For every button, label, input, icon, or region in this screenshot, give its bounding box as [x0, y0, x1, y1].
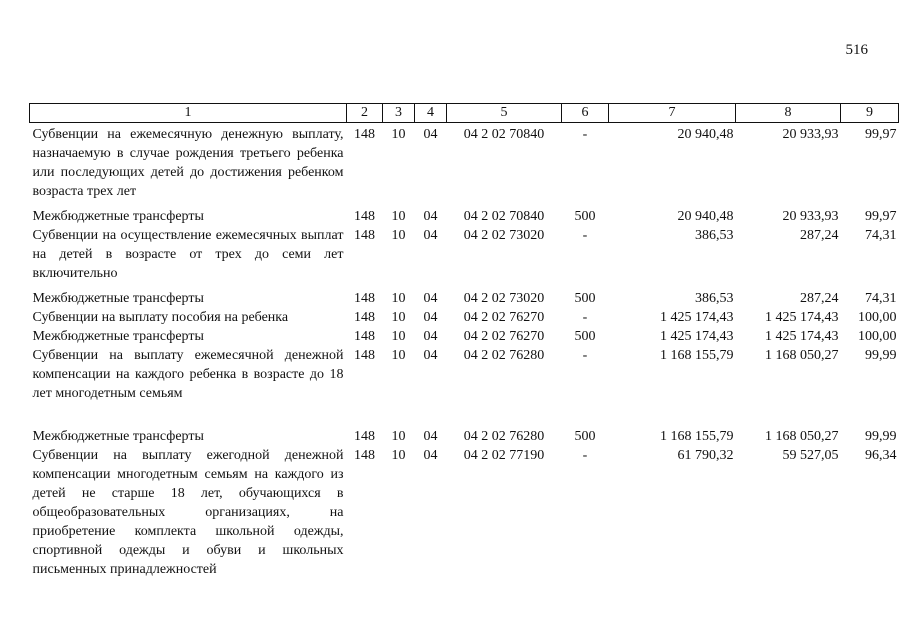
ministry-code: 148: [354, 209, 375, 224]
planned-amount: 20 940,48: [677, 209, 734, 224]
planned-amount: 1 168 155,79: [660, 348, 734, 363]
target-item-code: 04 2 02 73020: [463, 291, 545, 306]
subsection-code: 04: [423, 291, 438, 306]
target-item-code: 04 2 02 76270: [463, 329, 545, 344]
executed-amount: 20 933,93: [782, 127, 839, 142]
executed-amount: 287,24: [800, 291, 839, 306]
ministry-code: 148: [354, 291, 375, 306]
subsection-code: 04: [423, 228, 438, 243]
executed-amount: 1 425 174,43: [765, 329, 839, 344]
ministry-code: 148: [354, 429, 375, 444]
execution-percent: 74,31: [865, 291, 897, 306]
column-header-5: 5: [447, 104, 562, 123]
target-item-code: 04 2 02 70840: [463, 209, 545, 224]
row-name: Межбюджетные трансферты: [32, 329, 204, 344]
column-header-4: 4: [415, 104, 447, 123]
planned-amount: 1 425 174,43: [660, 329, 734, 344]
subsection-code: 04: [423, 310, 438, 325]
expense-type-code: 500: [574, 329, 596, 344]
ministry-code: 148: [354, 310, 375, 325]
column-header-8: 8: [736, 104, 841, 123]
execution-percent: 99,99: [865, 348, 897, 363]
target-item-code: 04 2 02 73020: [463, 228, 545, 243]
target-item-code: 04 2 02 70840: [463, 127, 545, 142]
ministry-code: 148: [354, 228, 375, 243]
execution-percent: 99,97: [865, 209, 897, 224]
row-name: Субвенции на выплату ежегодной денежной компенсации многодетным семьям на каждого из детей не старше 18 лет, обучающихся в общеобразовательных организациях, на приобретение комплекта школьной одежды, спортивной одежды и обуви и школьных письменных принадлежностей: [32, 448, 344, 577]
section-code: 10: [391, 127, 406, 142]
section-code: 10: [391, 429, 406, 444]
execution-percent: 100,00: [858, 310, 897, 325]
expense-type-code: -: [582, 127, 588, 142]
ministry-code: 148: [354, 329, 375, 344]
section-code: 10: [391, 448, 406, 463]
target-item-code: 04 2 02 76280: [463, 348, 545, 363]
header-row: [30, 104, 899, 123]
table-row: [30, 123, 899, 202]
section-code: 10: [391, 209, 406, 224]
expense-type-code: -: [582, 310, 588, 325]
table-row: [30, 201, 899, 226]
column-header-3: 3: [383, 104, 415, 123]
table-row: [30, 327, 899, 346]
target-item-code: 04 2 02 76270: [463, 310, 545, 325]
executed-amount: 20 933,93: [782, 209, 839, 224]
expense-type-code: 500: [574, 429, 596, 444]
expense-type-code: -: [582, 448, 588, 463]
column-header-7: 7: [609, 104, 736, 123]
planned-amount: 1 425 174,43: [660, 310, 734, 325]
table-row: [30, 308, 899, 327]
row-name: Межбюджетные трансферты: [32, 429, 204, 444]
section-code: 10: [391, 329, 406, 344]
row-name: Субвенции на выплату пособия на ребенка: [32, 310, 289, 325]
executed-amount: 1 168 050,27: [765, 429, 839, 444]
execution-percent: 96,34: [865, 448, 897, 463]
subsection-code: 04: [423, 348, 438, 363]
row-name: Межбюджетные трансферты: [32, 209, 204, 224]
executed-amount: 1 168 050,27: [765, 348, 839, 363]
executed-amount: 1 425 174,43: [765, 310, 839, 325]
execution-percent: 100,00: [858, 329, 897, 344]
planned-amount: 20 940,48: [677, 127, 734, 142]
expense-type-code: 500: [574, 209, 596, 224]
column-header-6: 6: [562, 104, 609, 123]
target-item-code: 04 2 02 76280: [463, 429, 545, 444]
execution-percent: 74,31: [865, 228, 897, 243]
subsection-code: 04: [423, 329, 438, 344]
planned-amount: 386,53: [695, 228, 734, 243]
table-row: [30, 226, 899, 283]
section-code: 10: [391, 348, 406, 363]
row-name: Межбюджетные трансферты: [32, 291, 204, 306]
row-name: Субвенции на осуществление ежемесячных выплат на детей в возрасте от трех до семи лет включительно: [32, 228, 344, 281]
budget-table: [29, 103, 899, 579]
executed-amount: 59 527,05: [782, 448, 839, 463]
section-code: 10: [391, 310, 406, 325]
column-header-1: 1: [30, 104, 347, 123]
ministry-code: 148: [354, 348, 375, 363]
expense-type-code: -: [582, 348, 588, 363]
planned-amount: 386,53: [695, 291, 734, 306]
ministry-code: 148: [354, 127, 375, 142]
execution-percent: 99,99: [865, 429, 897, 444]
table-row: [30, 283, 899, 308]
page-number: 516: [845, 42, 868, 58]
expense-type-code: 500: [574, 291, 596, 306]
column-header-2: 2: [347, 104, 383, 123]
row-name: Субвенции на ежемесячную денежную выплату, назначаемую в случае рождения третьего ребенка или последующих детей до достижения ребенком возраста трех лет: [32, 127, 344, 199]
ministry-code: 148: [354, 448, 375, 463]
target-item-code: 04 2 02 77190: [463, 448, 545, 463]
subsection-code: 04: [423, 209, 438, 224]
planned-amount: 61 790,32: [677, 448, 734, 463]
section-code: 10: [391, 228, 406, 243]
execution-percent: 99,97: [865, 127, 897, 142]
expense-type-code: -: [582, 228, 588, 243]
subsection-code: 04: [423, 127, 438, 142]
executed-amount: 287,24: [800, 228, 839, 243]
row-name: Субвенции на выплату ежемесячной денежной компенсации на каждого ребенка в возрасте до 18 лет многодетным семьям: [32, 348, 344, 401]
table-row: [30, 403, 899, 446]
table-row: [30, 446, 899, 579]
section-code: 10: [391, 291, 406, 306]
table-row: [30, 346, 899, 403]
subsection-code: 04: [423, 429, 438, 444]
planned-amount: 1 168 155,79: [660, 429, 734, 444]
column-header-9: 9: [841, 104, 899, 123]
subsection-code: 04: [423, 448, 438, 463]
